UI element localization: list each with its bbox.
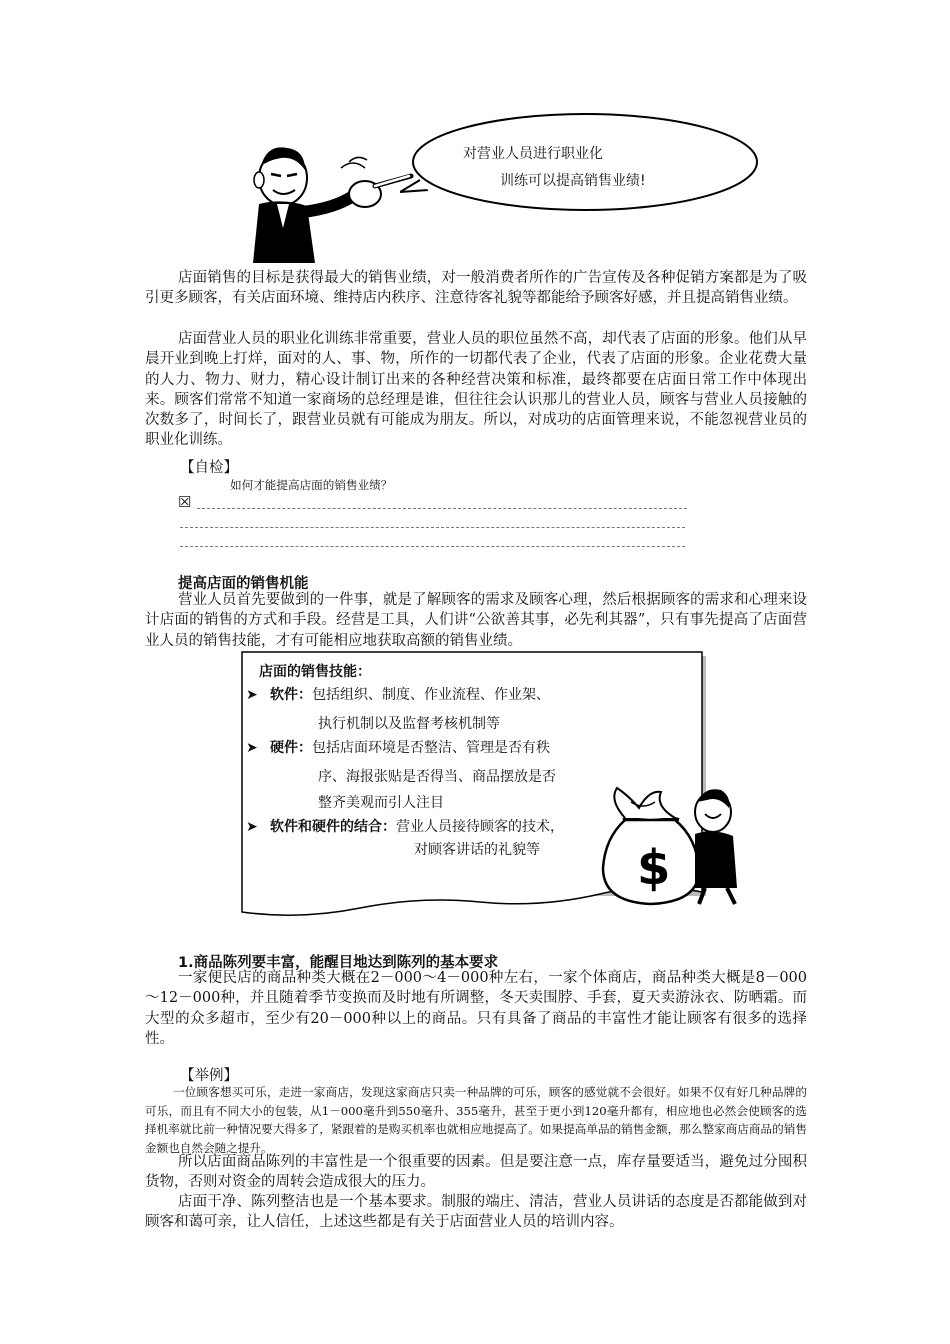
speech-bubble (400, 110, 760, 218)
skill-label-combination: 软件和硬件的结合： (270, 819, 396, 835)
answer-line-1[interactable] (197, 508, 687, 509)
skills-box-title: 店面的销售技能： (259, 664, 371, 680)
closing-paragraph-1: 所以店面商品陈列的丰富性是一个很重要的因素。但是要注意一点，库存量要适当，避免过分囤积货物，否则对资金的周转会造成很大的压力。 (145, 1154, 807, 1191)
checkbox-icon[interactable]: ☒ (178, 493, 192, 511)
svg-text:$: $ (637, 840, 671, 896)
section1-paragraph: 营业人员首先要做到的一件事，就是了解顾客的需求及顾客心理，然后根据顾客的需求和心理来设计店面的销售的方式和手段。经营是工具，人们讲“公欲善其事，必先利其器”，只有事先提高了店面营业人员的销售技能，才有可能相应地获取高额的销售业绩。 (145, 592, 807, 649)
skill-item-software (270, 682, 550, 708)
example-text: 一位顾客想买可乐，走进一家商店，发现这家商店只卖一种品牌的可乐，顾客的感觉就不会很好。如果不仅有好几种品牌的可乐，而且有不同大小的包装，从1－000毫升到550毫升、355毫升，甚至于更小到120毫升都有，相应地也必然会使顾客的选择机率就比前一种情况要大得多了，紧跟着的是购买机率也就相应地提高了。如果提高单品的销售金额，那么整家商店商品的销售金额也自然会随之提升。 (145, 1085, 807, 1155)
example-title: 【举例】 (180, 1068, 238, 1084)
answer-line-3[interactable] (180, 546, 685, 547)
self-check-question: 如何才能提高店面的销售业绩？ (230, 478, 393, 492)
skill-hardware-line-3: 整齐美观而引人注目 (318, 795, 444, 811)
bullet-arrow-icon: ➤ (246, 687, 258, 703)
bullet-arrow-icon: ➤ (246, 819, 258, 835)
section-heading-display: 1.商品陈列要丰富，能醒目地达到陈列的基本要求 (178, 955, 499, 971)
intro-paragraph-2: 店面营业人员的职业化训练非常重要，营业人员的职位虽然不高，却代表了店面的形象。他们从早晨开业到晚上打烊，面对的人、事、物，所作的一切都代表了企业，代表了店面的形象。企业花费大量的人力、物力、财力，精心设计制订出来的各种经营决策和标准，最终都要在店面日常工作中体现出来。顾客们常常不知道一家商场的总经理是谁，但往往会认识那儿的营业人员，顾客与营业人员接触的次数多了，时间长了，跟营业员就有可能成为朋友。所以，对成功的店面管理来说，不能忽视营业员的职业化训练。 (145, 331, 807, 449)
bullet-arrow-icon: ➤ (246, 740, 258, 756)
answer-line-2[interactable] (180, 527, 685, 528)
self-check-title: 【自检】 (180, 460, 238, 476)
skill-hardware-line-2: 序、海报张贴是否得当、商品摆放是否 (318, 769, 556, 785)
intro-paragraph-1: 店面销售的目标是获得最大的销售业绩，对一般消费者所作的广告宣传及各种促销方案都是为了吸引更多顾客，有关店面环境、维持店内秩序、注意待客礼貌等都能给予顾客好感，并且提高销售业绩。 (145, 270, 807, 307)
skill-item-hardware (270, 735, 550, 761)
skill-label-software: 软件： (270, 687, 312, 703)
pointing-man-illustration (245, 138, 415, 263)
money-bag-illustration (595, 778, 745, 908)
section2-paragraph: 一家便民店的商品种类大概在2－000～4－000种左右，一家个体商店，商品种类大概是8－000～12－000种，并且随着季节变换而及时地有所调整，冬天卖围脖、手套，夏天卖游泳衣、防晒霜。而大型的众多超市，至少有20－000种以上的商品。只有具备了商品的丰富性才能让顾客有很多的选择性。 (145, 970, 807, 1047)
skill-label-hardware: 硬件： (270, 740, 312, 756)
closing-paragraph-2: 店面干净、陈列整洁也是一个基本要求。制服的端庄、清洁，营业人员讲话的态度是否都能做到对顾客和蔼可亲，让人信任，上述这些都是有关于店面营业人员的培训内容。 (145, 1194, 807, 1231)
skill-software-line-1: 包括组织、制度、作业流程、作业架、 (312, 687, 550, 703)
skill-item-combination (270, 814, 564, 840)
skill-hardware-line-1: 包括店面环境是否整洁、管理是否有秩 (312, 740, 550, 756)
bubble-line-2: 训练可以提高销售业绩! (500, 173, 646, 189)
skill-combination-line-1: 营业人员接待顾客的技术， (396, 819, 564, 835)
bubble-line-1: 对营业人员进行职业化 (463, 146, 603, 162)
skill-software-line-2: 执行机制以及监督考核机制等 (318, 716, 500, 732)
section-heading-sales-function: 提高店面的销售机能 (178, 576, 309, 592)
skill-combination-line-2: 对顾客讲话的礼貌等 (414, 842, 540, 858)
